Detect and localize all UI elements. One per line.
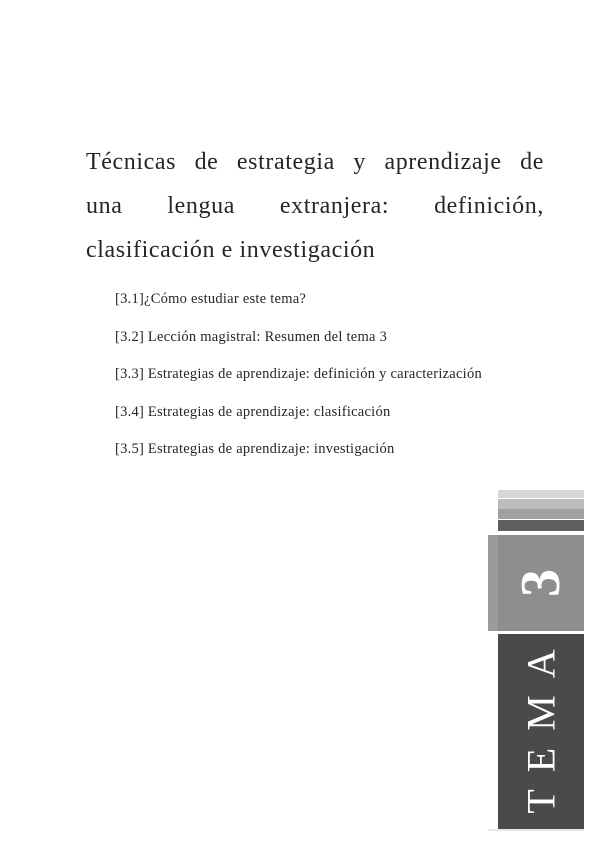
- chapter-number: 3: [510, 569, 572, 597]
- toc-item-3-3: [3.3] Estrategias de aprendizaje: definición y caracterización: [115, 366, 482, 382]
- title-line-3: clasificación e investigación: [86, 237, 376, 263]
- chapter-label: TEMA: [518, 632, 564, 814]
- toc-item-3-4: [3.4] Estrategias de aprendizaje: clasificación: [115, 403, 391, 420]
- chapter-label-container: [498, 634, 584, 829]
- title-line-2: una lengua extranjera: definición,: [86, 193, 544, 219]
- toc-item-3-1: [3.1]¿Cómo estudiar este tema?: [115, 291, 307, 307]
- decorative-stripe-2: [498, 499, 584, 509]
- document-title: [86, 140, 544, 272]
- toc-item-3-5: [3.5] Estrategias de aprendizaje: investigación: [115, 441, 395, 457]
- table-of-contents: [115, 290, 482, 478]
- chapter-number-container: [498, 535, 584, 631]
- sidebar-bottom-edge: [488, 829, 584, 831]
- decorative-stripe-3: [498, 509, 584, 519]
- toc-item-3-2: [3.2] Lección magistral: Resumen del tema 3: [115, 328, 388, 345]
- decorative-stripe-4: [498, 520, 584, 531]
- decorative-stripe-1: [498, 490, 584, 498]
- title-line-1: Técnicas de estrategia y aprendizaje de: [86, 149, 544, 175]
